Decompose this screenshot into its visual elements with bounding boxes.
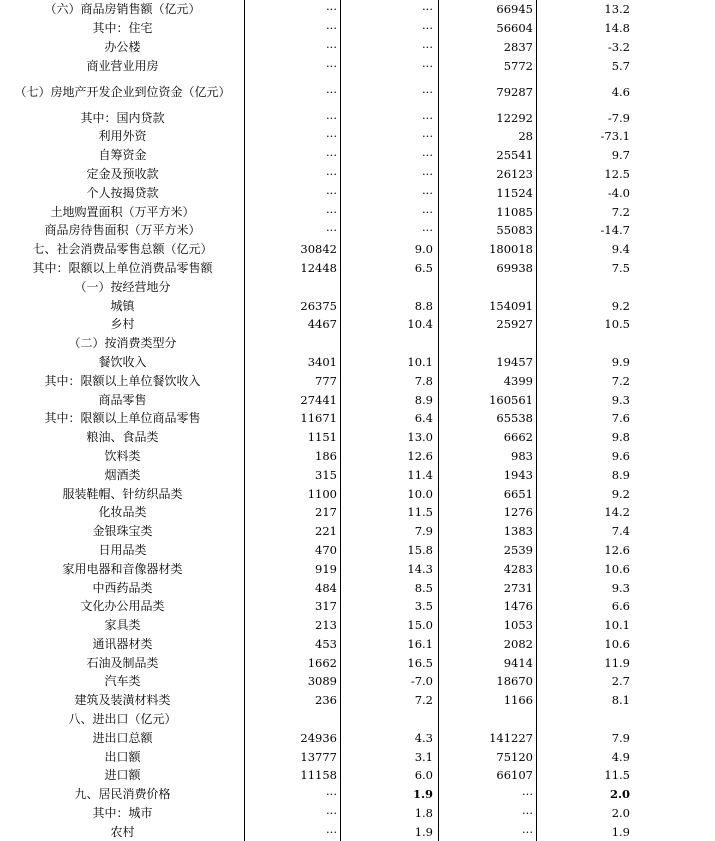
cell-col-2 [342, 334, 433, 353]
cell-col-2: 1.9 [414, 824, 433, 839]
row-label: 烟酒类 [104, 467, 141, 482]
cell-col-3: 2837 [503, 39, 533, 54]
cell-col-4: 7.2 [611, 204, 630, 219]
row-label: （六）商品房销售额（亿元） [44, 2, 201, 17]
cell-col-2: 10.0 [407, 486, 433, 501]
cell-col-2: 14.3 [407, 561, 433, 576]
table-row [0, 353, 715, 372]
table-row [0, 202, 715, 221]
cell-col-3: 4283 [503, 561, 533, 576]
row-label: 餐饮收入 [98, 354, 147, 369]
cell-col-1: 213 [315, 618, 337, 633]
cell-col-1: 30842 [300, 242, 337, 257]
cell-col-3: 180018 [489, 242, 533, 257]
cell-col-2: ··· [422, 166, 433, 181]
cell-col-4: 14.2 [604, 505, 630, 520]
table-row [0, 19, 715, 38]
cell-col-2 [342, 277, 433, 296]
cell-col-3: 6662 [503, 430, 533, 445]
cell-col-1: 236 [315, 693, 337, 708]
cell-col-4: 9.3 [611, 392, 630, 407]
cell-col-2: ··· [422, 84, 433, 99]
cell-col-1: ··· [326, 39, 337, 54]
row-label: 农村 [110, 824, 135, 839]
cell-col-4: 2.7 [611, 674, 630, 689]
table-row [0, 559, 715, 578]
cell-col-3 [440, 710, 533, 729]
table-row [0, 578, 715, 597]
table-row [0, 277, 715, 296]
cell-col-1: 484 [315, 580, 337, 595]
cell-col-3 [440, 277, 533, 296]
cell-col-2: 15.0 [407, 618, 433, 633]
table-row [0, 597, 715, 616]
cell-col-3: 1166 [503, 693, 533, 708]
table-row [0, 165, 715, 184]
row-label: 办公楼 [104, 39, 141, 54]
table-row [0, 672, 715, 691]
row-label: 土地购置面积（万平方米） [50, 204, 195, 219]
cell-col-2: 6.0 [414, 768, 433, 783]
cell-col-1 [245, 710, 337, 729]
table-row [0, 221, 715, 240]
cell-col-1: ··· [326, 806, 337, 821]
cell-col-1: 13777 [300, 749, 337, 764]
row-label: 化妆品类 [98, 505, 147, 520]
row-label: 家用电器和音像器材类 [62, 561, 183, 576]
row-label: 进出口总额 [92, 730, 153, 745]
cell-col-2: ··· [422, 39, 433, 54]
table-row [0, 334, 715, 353]
row-label: 家具类 [104, 618, 141, 633]
table-row [0, 822, 715, 841]
cell-col-4: 2.0 [609, 787, 630, 802]
row-label: 出口额 [104, 749, 141, 764]
cell-col-2: 12.6 [407, 448, 433, 463]
cell-col-4: -14.7 [600, 223, 630, 238]
cell-col-2: ··· [422, 204, 433, 219]
row-label: （七）房地产开发企业到位资金（亿元） [14, 84, 231, 99]
row-label: 通讯器材类 [92, 636, 153, 651]
cell-col-1 [245, 334, 337, 353]
row-label: （二）按消费类型分 [68, 336, 177, 351]
cell-col-4: 9.8 [611, 430, 630, 445]
row-label: 粮油、食品类 [86, 430, 159, 445]
cell-col-4: -4.0 [607, 185, 630, 200]
cell-col-2: ··· [422, 185, 433, 200]
table-row [0, 127, 715, 146]
row-label: 建筑及装潢材料类 [74, 693, 171, 708]
cell-col-3: 75120 [496, 749, 533, 764]
cell-col-1: 1100 [307, 486, 337, 501]
cell-col-4: 12.6 [604, 542, 630, 557]
cell-col-1: ··· [326, 166, 337, 181]
cell-col-1: 777 [315, 373, 337, 388]
cell-col-3: 2082 [503, 636, 533, 651]
row-label: 七、社会消费品零售总额（亿元） [32, 242, 213, 257]
cell-col-4: 6.6 [611, 599, 630, 614]
cell-col-3: 983 [511, 448, 533, 463]
cell-col-2: ··· [422, 110, 433, 125]
cell-col-1: ··· [326, 787, 337, 802]
cell-col-1: 27441 [300, 392, 337, 407]
row-label: （一）按经营地分 [74, 279, 171, 294]
cell-col-3: 11524 [496, 185, 533, 200]
cell-col-2: 16.5 [407, 655, 433, 670]
table-row [0, 183, 715, 202]
table-row [0, 710, 715, 729]
cell-col-2: -7.0 [410, 674, 433, 689]
cell-col-1: 1151 [307, 430, 337, 445]
row-label: 其中：限额以上单位消费品零售额 [32, 260, 213, 275]
cell-col-4: 10.6 [604, 561, 630, 576]
cell-col-4: 8.1 [611, 693, 630, 708]
cell-col-1: 453 [315, 636, 337, 651]
cell-col-2: 1.9 [412, 787, 433, 802]
cell-col-3: 160561 [489, 392, 533, 407]
cell-col-3: 25541 [496, 148, 533, 163]
cell-col-3 [440, 334, 533, 353]
cell-col-4: 5.7 [611, 58, 630, 73]
cell-col-2: 10.4 [407, 317, 433, 332]
cell-col-2: 15.8 [407, 542, 433, 557]
cell-col-4 [538, 277, 630, 296]
cell-col-2: ··· [422, 58, 433, 73]
cell-col-3: 66945 [496, 2, 533, 17]
cell-col-3: ··· [522, 787, 533, 802]
cell-col-4: 11.5 [604, 768, 630, 783]
cell-col-1: 470 [315, 542, 337, 557]
cell-col-1: ··· [326, 110, 337, 125]
row-label: 文化办公用品类 [80, 599, 165, 614]
cell-col-1 [245, 277, 337, 296]
cell-col-1: 11671 [300, 411, 337, 426]
cell-col-4: 8.9 [611, 467, 630, 482]
cell-col-1: ··· [326, 84, 337, 99]
cell-col-4: 9.9 [611, 354, 630, 369]
row-label: 中西药品类 [92, 580, 153, 595]
row-label: 进口额 [104, 768, 141, 783]
cell-col-2: ··· [422, 148, 433, 163]
cell-col-3: 28 [518, 129, 533, 144]
cell-col-4: 9.4 [611, 242, 630, 257]
cell-col-2: 7.2 [414, 693, 433, 708]
cell-col-4: 9.2 [611, 298, 630, 313]
row-label: 商品房待售面积（万平方米） [44, 223, 201, 238]
cell-col-2 [342, 710, 433, 729]
cell-col-3: 65538 [496, 411, 533, 426]
cell-col-4: 4.9 [611, 749, 630, 764]
table-row [0, 522, 715, 541]
cell-col-1: ··· [326, 185, 337, 200]
cell-col-1: ··· [326, 21, 337, 36]
cell-col-2: 8.8 [414, 298, 433, 313]
table-row [0, 653, 715, 672]
cell-col-3: 25927 [496, 317, 533, 332]
cell-col-4: -73.1 [600, 129, 630, 144]
row-label: 乡村 [110, 317, 135, 332]
table-row [0, 691, 715, 710]
cell-col-4: 7.9 [611, 730, 630, 745]
cell-col-4: -3.2 [607, 39, 630, 54]
row-label: 九、居民消费价格 [74, 787, 171, 802]
row-label: 石油及制品类 [86, 655, 159, 670]
cell-col-1: 12448 [300, 260, 337, 275]
cell-col-1: 315 [315, 467, 337, 482]
table-row [0, 296, 715, 315]
table-row [0, 240, 715, 259]
row-label: 自筹资金 [98, 148, 147, 163]
row-label: 其中：城市 [92, 806, 153, 821]
row-label: 其中：住宅 [92, 21, 153, 36]
table-row [0, 804, 715, 823]
cell-col-1: 26375 [300, 298, 337, 313]
table-row [0, 503, 715, 522]
cell-col-3: 1476 [503, 599, 533, 614]
row-label: 商品零售 [98, 392, 147, 407]
cell-col-4: 10.5 [604, 317, 630, 332]
row-label: 其中：限额以上单位餐饮收入 [44, 373, 201, 388]
cell-col-4: 12.5 [604, 166, 630, 181]
table-row [0, 146, 715, 165]
cell-col-4: -7.9 [607, 110, 630, 125]
cell-col-1: 221 [315, 524, 337, 539]
cell-col-4: 9.3 [611, 580, 630, 595]
row-label: 城镇 [110, 298, 135, 313]
cell-col-3: 19457 [496, 354, 533, 369]
cell-col-4: 11.9 [604, 655, 630, 670]
cell-col-1: ··· [326, 2, 337, 17]
cell-col-3: 141227 [489, 730, 533, 745]
table-row [0, 447, 715, 466]
cell-col-4: 13.2 [604, 2, 630, 17]
cell-col-1: 217 [315, 505, 337, 520]
table-row [0, 315, 715, 334]
table-row [0, 409, 715, 428]
cell-col-2: 8.5 [414, 580, 433, 595]
row-label: 汽车类 [104, 674, 141, 689]
cell-col-2: 9.0 [414, 242, 433, 257]
cell-col-4: 14.8 [604, 21, 630, 36]
cell-col-3: 12292 [496, 110, 533, 125]
cell-col-3: 154091 [489, 298, 533, 313]
cell-col-2: 13.0 [407, 430, 433, 445]
row-label: 商业营业用房 [86, 58, 159, 73]
cell-col-3: 1053 [503, 618, 533, 633]
cell-col-4: 4.6 [611, 84, 630, 99]
cell-col-2: ··· [422, 2, 433, 17]
cell-col-3: 6651 [503, 486, 533, 501]
row-label: 金银珠宝类 [92, 524, 153, 539]
table-row [0, 616, 715, 635]
cell-col-4: 1.9 [611, 824, 630, 839]
cell-col-1: 4467 [307, 317, 337, 332]
table-row [0, 785, 715, 804]
cell-col-3: 55083 [496, 223, 533, 238]
table-row [0, 56, 715, 75]
cell-col-1: 186 [315, 448, 337, 463]
cell-col-2: 7.8 [414, 373, 433, 388]
table-row [0, 371, 715, 390]
table-row [0, 747, 715, 766]
cell-col-1: ··· [326, 148, 337, 163]
cell-col-3: 1276 [503, 505, 533, 520]
cell-col-1: ··· [326, 824, 337, 839]
table-row [0, 465, 715, 484]
cell-col-3: 18670 [496, 674, 533, 689]
cell-col-2: 6.4 [414, 411, 433, 426]
cell-col-4: 7.6 [611, 411, 630, 426]
cell-col-3: 66107 [496, 768, 533, 783]
cell-col-2: 3.5 [414, 599, 433, 614]
cell-col-4: 2.0 [611, 806, 630, 821]
table-row [0, 728, 715, 747]
cell-col-3: 5772 [503, 58, 533, 73]
cell-col-2: 11.5 [407, 505, 433, 520]
cell-col-2: 11.4 [407, 467, 433, 482]
cell-col-2: 8.9 [414, 392, 433, 407]
row-label: 利用外资 [98, 129, 147, 144]
cell-col-3: 26123 [496, 166, 533, 181]
table-row [0, 428, 715, 447]
cell-col-2: 7.9 [414, 524, 433, 539]
cell-col-4 [538, 710, 630, 729]
cell-col-1: 317 [315, 599, 337, 614]
cell-col-1: 3089 [307, 674, 337, 689]
row-label: 八、进出口（亿元） [68, 712, 177, 727]
cell-col-2: 4.3 [414, 730, 433, 745]
row-label: 其中：国内贷款 [80, 110, 165, 125]
row-label: 个人按揭贷款 [86, 185, 159, 200]
table-row [0, 38, 715, 57]
cell-col-2: ··· [422, 21, 433, 36]
cell-col-2: ··· [422, 223, 433, 238]
cell-col-3: 2731 [503, 580, 533, 595]
cell-col-3: 1943 [503, 467, 533, 482]
cell-col-4: 7.4 [611, 524, 630, 539]
cell-col-2: 1.8 [414, 806, 433, 821]
cell-col-2: 10.1 [407, 354, 433, 369]
row-label: 日用品类 [98, 542, 147, 557]
cell-col-3: 9414 [503, 655, 533, 670]
row-label: 其中：限额以上单位商品零售 [44, 411, 201, 426]
cell-col-1: 11158 [300, 768, 337, 783]
cell-col-1: 24936 [300, 730, 337, 745]
cell-col-2: 6.5 [414, 260, 433, 275]
cell-col-1: 3401 [307, 354, 337, 369]
cell-col-3: 1383 [503, 524, 533, 539]
cell-col-4: 7.2 [611, 373, 630, 388]
table-row [0, 108, 715, 127]
cell-col-1: 1662 [307, 655, 337, 670]
cell-col-2: 3.1 [414, 749, 433, 764]
cell-col-3: 56604 [496, 21, 533, 36]
cell-col-4: 9.6 [611, 448, 630, 463]
cell-col-4: 9.7 [611, 148, 630, 163]
cell-col-1: 919 [315, 561, 337, 576]
cell-col-3: ··· [522, 806, 533, 821]
cell-col-4: 9.2 [611, 486, 630, 501]
cell-col-3: 11085 [496, 204, 533, 219]
cell-col-3: 4399 [503, 373, 533, 388]
cell-col-1: ··· [326, 204, 337, 219]
cell-col-1: ··· [326, 129, 337, 144]
cell-col-2: 16.1 [407, 636, 433, 651]
table-row [0, 0, 715, 19]
cell-col-2: ··· [422, 129, 433, 144]
cell-col-4 [538, 334, 630, 353]
table-row [0, 484, 715, 503]
cell-col-3: 79287 [496, 84, 533, 99]
cell-col-1: ··· [326, 223, 337, 238]
cell-col-3: 69938 [496, 260, 533, 275]
cell-col-3: ··· [522, 824, 533, 839]
cell-col-4: 7.5 [611, 260, 630, 275]
row-label: 饮料类 [104, 448, 141, 463]
cell-col-4: 10.6 [604, 636, 630, 651]
cell-col-1: ··· [326, 58, 337, 73]
table-row [0, 766, 715, 785]
table-row [0, 259, 715, 278]
table-row [0, 635, 715, 654]
table-row [0, 390, 715, 409]
table-row [0, 541, 715, 560]
cell-col-3: 2539 [503, 542, 533, 557]
table-row [0, 75, 715, 108]
row-label: 定金及预收款 [86, 166, 159, 181]
cell-col-4: 10.1 [604, 618, 630, 633]
row-label: 服装鞋帽、针纺织品类 [62, 486, 183, 501]
